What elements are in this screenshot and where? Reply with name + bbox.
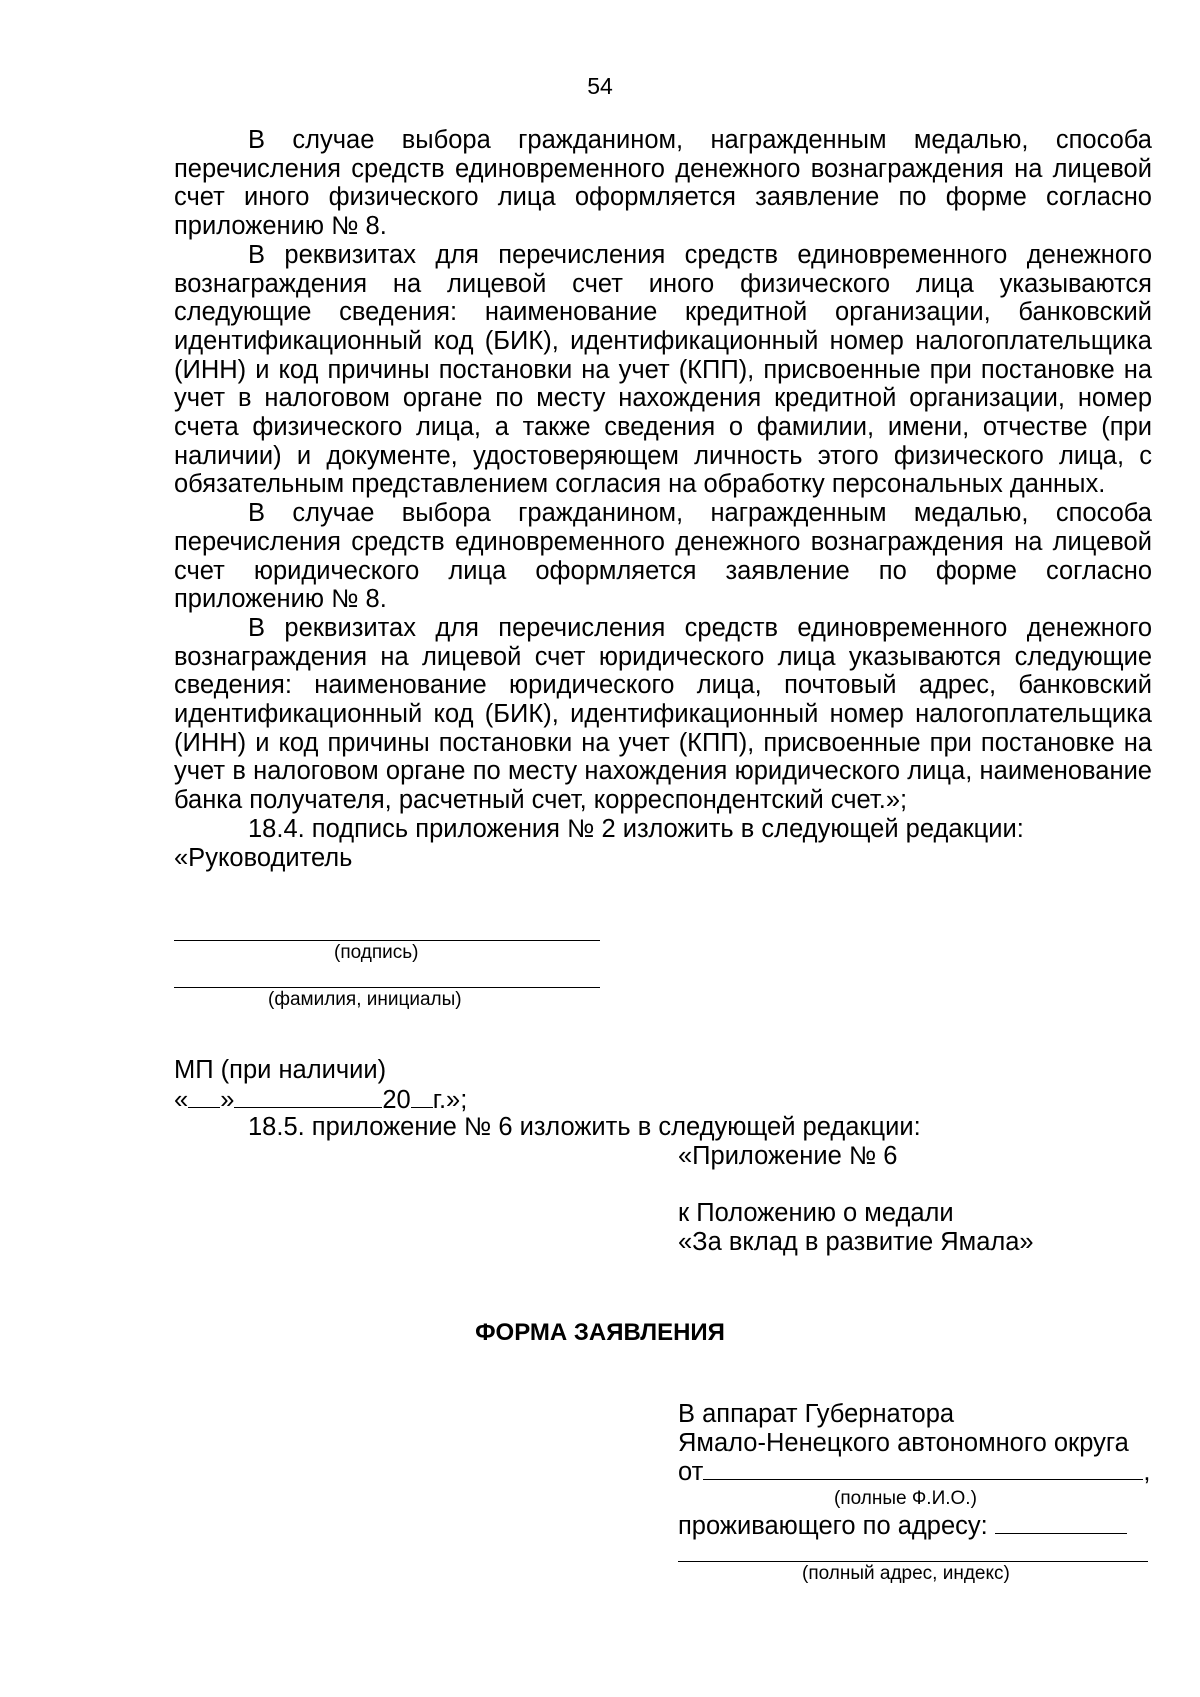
addressee-line-1: В аппарат Губернатора (678, 1400, 955, 1428)
paragraph-18-4: 18.4. подпись приложения № 2 изложить в следующей редакции: (248, 814, 1024, 843)
paragraph-2: В реквизитах для перечисления средств единовременного денежного вознаграждения на лицевой счет иного физического лица указываются следующие сведения: наименование кредитной организации, банковский идентификационный код (БИК), идентификационный номер налогоплательщика (ИНН) и код причины постановки на учет (КПП), присвоенные при постановке на учет в налоговом органе по месту нахождения кредитной организации, номер счета физического лица, а также сведения о фамилии, имени, отчестве (при наличии) и документе, удостоверяющем личность этого физического лица, с обязательным представлением согласия на обработку персональных данных. (174, 240, 1152, 499)
stamp-label: МП (при наличии) (174, 1056, 387, 1084)
paragraph-1: В случае выбора гражданином, награжденным медалью, способа перечисления средств единовременного денежного вознаграждения на лицевой счет иного физического лица оформляется заявление по форме согласно приложению № 8. (174, 126, 1152, 241)
form-title: ФОРМА ЗАЯВЛЕНИЯ (475, 1319, 725, 1346)
date-year-prefix: 20 (382, 1085, 411, 1114)
from-label: от (678, 1458, 704, 1487)
date-day-blank (188, 1085, 220, 1108)
from-line (678, 1457, 1154, 1487)
date-month-blank (234, 1085, 382, 1108)
from-comma: , (1143, 1458, 1151, 1487)
signature-block (174, 940, 604, 1012)
appendix-number: «Приложение № 6 (678, 1142, 898, 1170)
paragraph-18-5: 18.5. приложение № 6 изложить в следующей редакции: (248, 1113, 921, 1141)
name-caption: (фамилия, инициалы) (268, 989, 462, 1010)
stamp-block (174, 1056, 467, 1114)
date-open-quote: « (174, 1085, 189, 1114)
appendix-reference: к Положению о медали (678, 1199, 954, 1227)
paragraph-4: В реквизитах для перечисления средств единовременного денежного вознаграждения на лицевой счет юридического лица указываются следующие сведения: наименование юридического лица, почтовый адрес, банковский идентификационный код (БИК), идентификационный номер налогоплательщика (ИНН) и код причины постановки на учет (КПП), присвоенные при постановке на учет в налоговом органе по месту нахождения юридического лица, наименование банка получателя, расчетный счет, корреспондентский счет.»; (174, 613, 1152, 815)
signature-caption: (подпись) (334, 942, 419, 963)
residing-line (678, 1511, 1154, 1541)
fio-caption: (полные Ф.И.О.) (834, 1488, 977, 1510)
body-text (174, 126, 1152, 872)
address-caption: (полный адрес, индекс) (802, 1562, 1010, 1584)
date-close-quote: » (220, 1085, 235, 1114)
addressee-block (678, 1400, 1154, 1586)
addressee-line-2: Ямало-Ненецкого автономного округа (678, 1428, 1129, 1457)
residing-label: проживающего по адресу: (678, 1512, 988, 1541)
date-year-blank (411, 1085, 433, 1108)
signature-heading: «Руководитель (174, 843, 353, 872)
date-line (174, 1085, 467, 1115)
date-year-suffix: г.»; (432, 1085, 468, 1114)
page-number: 54 (587, 73, 613, 99)
address-blank-full (678, 1553, 1148, 1562)
address-blank-short (995, 1511, 1127, 1534)
fio-blank (703, 1457, 1143, 1480)
appendix-medal-name: «За вклад в развитие Ямала» (678, 1228, 1034, 1256)
paragraph-3: В случае выбора гражданином, награжденным медалью, способа перечисления средств единовременного денежного вознаграждения на лицевой счет юридического лица оформляется заявление по форме согласно приложению № 8. (174, 499, 1152, 614)
